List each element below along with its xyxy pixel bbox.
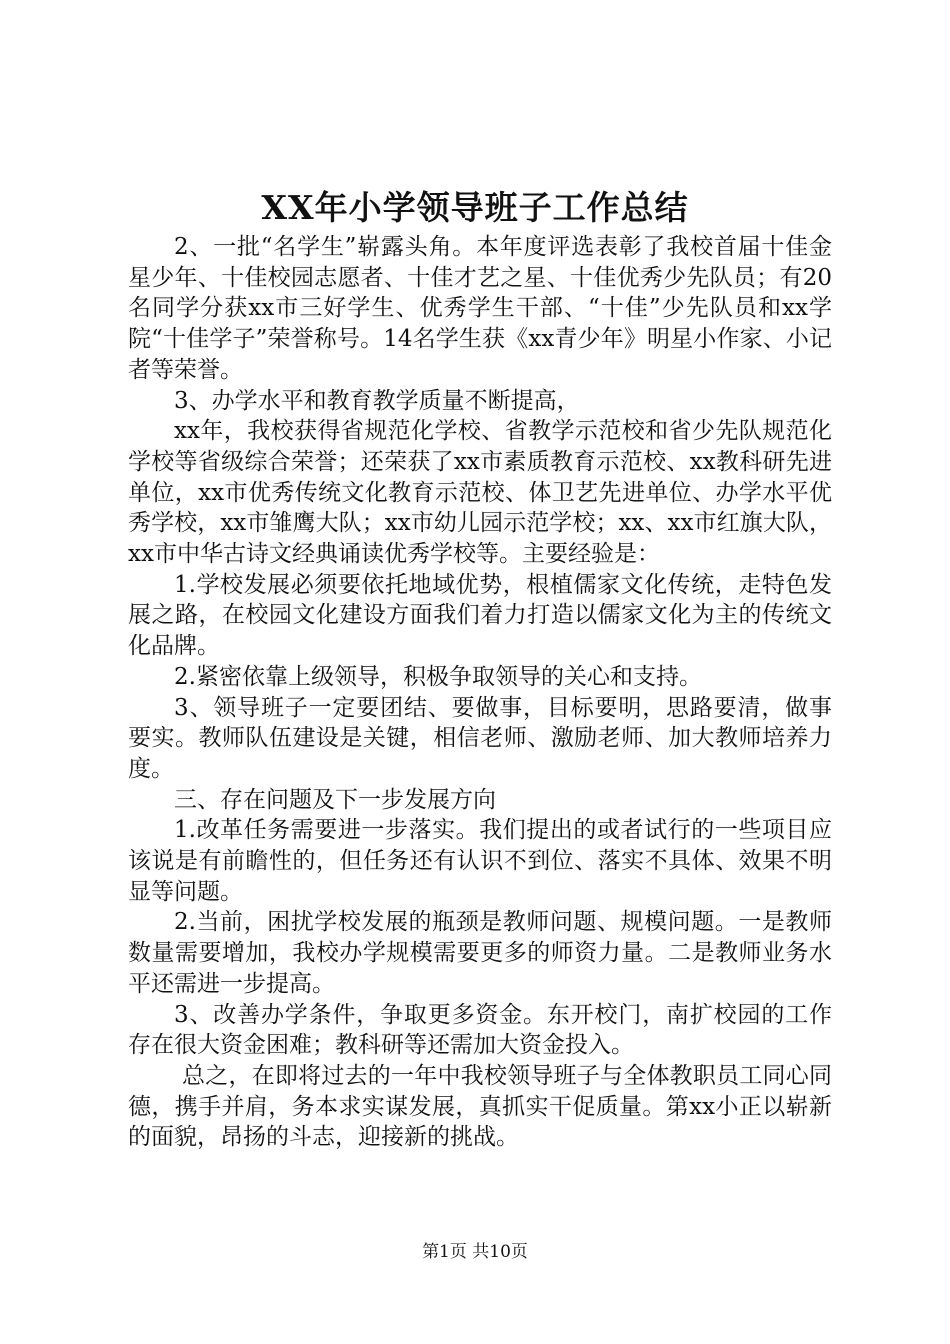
paragraph: xx年，我校获得省规范化学校、省教学示范校和省少先队规范化学校等省级综合荣誉；还荣获了xx市素质教育示范校、xx教科研先进单位，xx市优秀传统文化教育示范校、体卫艺先进单位、办学水平优秀学校，xx市雏鹰大队；xx市幼儿园示范学校；xx、xx市红旗大队，xx市中华古诗文经典诵读优秀学校等。主要经验是：	[128, 418, 832, 568]
document-body	[128, 232, 832, 1153]
paragraph: 3、办学水平和教育教学质量不断提高，	[174, 387, 580, 414]
paragraph: 总之，在即将过去的一年中我校领导班子与全体教职员工同心同德，携手并肩，务本求实谋发展，真抓实干促质量。第xx小正以崭新的面貌，昂扬的斗志，迎接新的挑战。	[128, 1062, 832, 1151]
paragraph: 2.紧密依靠上级领导，积极争取领导的关心和支持。	[174, 663, 702, 690]
paragraph: 2.当前，困扰学校发展的瓶颈是教师问题、规模问题。一是教师数量需要增加，我校办学规模需要更多的师资力量。二是教师业务水平还需进一步提高。	[128, 909, 832, 997]
paragraph: 2、一批“名学生”崭露头角。本年度评选表彰了我校首届十佳金星少年、十佳校园志愿者、十佳才艺之星、十佳优秀少先队员；有20名同学分获xx市三好学生、优秀学生干部、“十佳”少先队员和xx学院“十佳学子”荣誉称号。14名学生获《xx青少年》明星小作家、小记者等荣誉。	[128, 234, 832, 383]
paragraph: 1.改革任务需要进一步落实。我们提出的或者试行的一些项目应该说是有前瞻性的，但任务还有认识不到位、落实不具体、效果不明显等问题。	[128, 817, 832, 905]
paragraph: 3、改善办学条件，争取更多资金。东开校门，南扩校园的工作存在很大资金困难；教科研等还需加大资金投入。	[128, 1001, 832, 1059]
document-title: XX年小学领导班子工作总结	[261, 188, 689, 227]
paragraph: 3、领导班子一定要团结、要做事，目标要明，思路要清，做事要实。教师队伍建设是关键，相信老师、激励老师、加大教师培养力度。	[128, 694, 832, 782]
section-heading: 三、存在问题及下一步发展方向	[174, 786, 496, 813]
page-footer: 第1页 共10页	[422, 1242, 528, 1262]
paragraph: 1.学校发展必须要依托地域优势，根植儒家文化传统，走特色发展之路，在校园文化建设方面我们着力打造以儒家文化为主的传统文化品牌。	[128, 571, 832, 660]
